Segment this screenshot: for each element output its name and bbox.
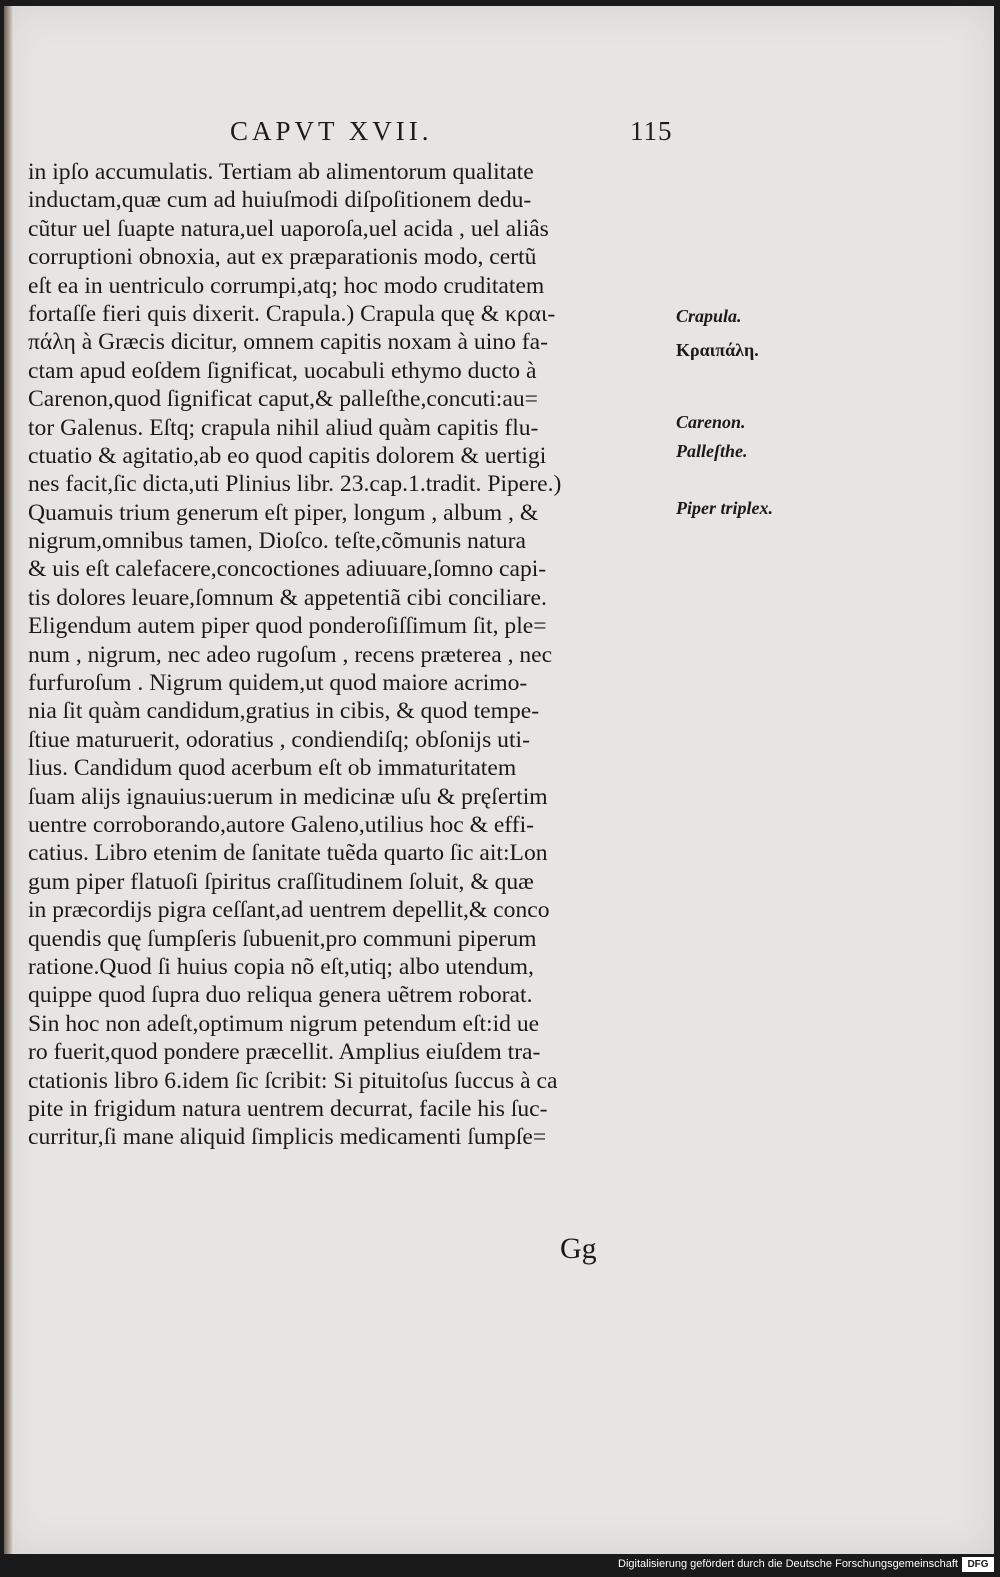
text-line: πάλη à Græcis dicitur, omnem capitis noxam à uino fa- xyxy=(28,329,548,356)
text-line: Carenon,quod ſignificat caput,& palleſthe,concuti:au= xyxy=(28,386,538,413)
marginal-note-piper: Piper triplex. xyxy=(676,498,773,518)
text-line: num , nigrum, nec adeo rugoſum , recens præterea , nec xyxy=(28,641,553,668)
text-line: ctationis libro 6.idem ſic ſcribit: Si pituitoſus ſuccus à ca xyxy=(28,1067,558,1094)
funding-credit: Digitalisierung gefördert durch die Deutsche Forschungsgemeinschaft xyxy=(618,1558,958,1570)
marginal-note-greek: Κραιπάλη. xyxy=(676,340,759,360)
folio-number: 115 xyxy=(630,116,673,146)
text-line: & uis eſt calefacere,concoctiones adiuuare,ſomno capi- xyxy=(28,556,547,583)
text-line: corruptioni obnoxia, aut ex præparationis modo, certũ xyxy=(28,244,537,271)
text-line: Sin hoc non adeſt,optimum nigrum petendum eſt:id ue xyxy=(28,1010,540,1037)
text-line: inductam,quæ cum ad huiuſmodi diſpoſitionem dedu- xyxy=(28,187,532,214)
marginal-note-crapula: Crapula. xyxy=(676,306,742,326)
page-gutter-edge xyxy=(4,6,14,1554)
text-line: ſuam alijs ignauius:uerum in medicinæ uſu & pręſertim xyxy=(28,783,548,810)
text-line: ctam apud eoſdem ſignificat, uocabuli ethymo ducto à xyxy=(28,357,537,384)
text-line: uentre corroborando,autore Galeno,utilius hoc & effi- xyxy=(28,811,534,838)
text-line: cũtur uel ſuapte natura,uel uaporoſa,uel acida , uel aliâs xyxy=(28,215,549,242)
text-line: gum piper flatuoſi ſpiritus craſſitudinem ſoluit, & quæ xyxy=(28,868,534,895)
text-line: nia ſit quàm candidum,gratius in cibis, & quod tempe- xyxy=(28,698,540,725)
text-line: Quamuis trium generum eſt piper, longum , album , & xyxy=(28,499,539,526)
text-line: ctuatio & agitatio,ab eo quod capitis dolorem & uertigi xyxy=(28,442,547,469)
running-title: CAPVT XVII. xyxy=(230,116,433,146)
text-line: ſtiue maturuerit, odoratius , condiendiſq; obſonijs uti- xyxy=(28,726,530,753)
text-line: furfuroſum . Nigrum quidem,ut quod maiore acrimo- xyxy=(28,670,528,697)
text-line: fortaſſe fieri quis dixerit. Crapula.) Crapula quę & κραι- xyxy=(28,300,556,327)
text-line: in ipſo accumulatis. Tertiam ab alimentorum qualitate xyxy=(28,159,534,185)
text-line: curritur,ſi mane aliquid ſimplicis medicamenti ſumpſe= xyxy=(28,1124,547,1151)
text-line: lius. Candidum quod acerbum eſt ob immaturitatem xyxy=(28,755,517,782)
text-line: Eligendum autem piper quod ponderoſiſſimum ſit, ple= xyxy=(28,613,547,640)
text-line: ratione.Quod ſi huius copia nõ eſt,utiq; albo utendum, xyxy=(28,953,534,980)
text-line: tis dolores leuare,ſomnum & appetentiã cibi conciliare. xyxy=(28,584,547,611)
signature-mark: Gg xyxy=(560,1232,597,1265)
text-line: eſt ea in uentriculo corrumpi,atq; hoc modo cruditatem xyxy=(28,272,545,299)
text-line: pite in frigidum natura uentrem decurrat, facile his ſuc- xyxy=(28,1095,548,1122)
text-line: catius. Libro etenim de ſanitate tuẽda quarto ſic ait:Lon xyxy=(28,840,548,867)
marginal-note-carenon: Carenon. xyxy=(676,412,746,432)
text-line: quippe quod ſupra duo reliqua genera uẽtrem roborat. xyxy=(28,982,533,1009)
marginal-note-pallesthe: Palleſthe. xyxy=(676,441,748,461)
text-line: in præcordijs pigra ceſſant,ad uentrem depellit,& conco xyxy=(28,897,550,924)
running-header xyxy=(190,112,673,152)
text-line: quendis quę ſumpſeris ſubuenit,pro communi piperum xyxy=(28,925,537,952)
body-text xyxy=(28,158,672,1152)
text-line: nigrum,omnibus tamen, Dioſco. teſte,cõmunis natura xyxy=(28,528,526,555)
text-line: tor Galenus. Eſtq; crapula nihil aliud quàm capitis flu- xyxy=(28,414,539,441)
text-line: nes facit,ſic dicta,uti Plinius libr. 23.cap.1.tradit. Pipere.) xyxy=(28,471,562,498)
text-line: ro fuerit,quod pondere præcellit. Amplius eiuſdem tra- xyxy=(28,1039,541,1066)
footer-bar xyxy=(0,1554,1000,1577)
dfg-logo: DFG xyxy=(962,1557,994,1572)
